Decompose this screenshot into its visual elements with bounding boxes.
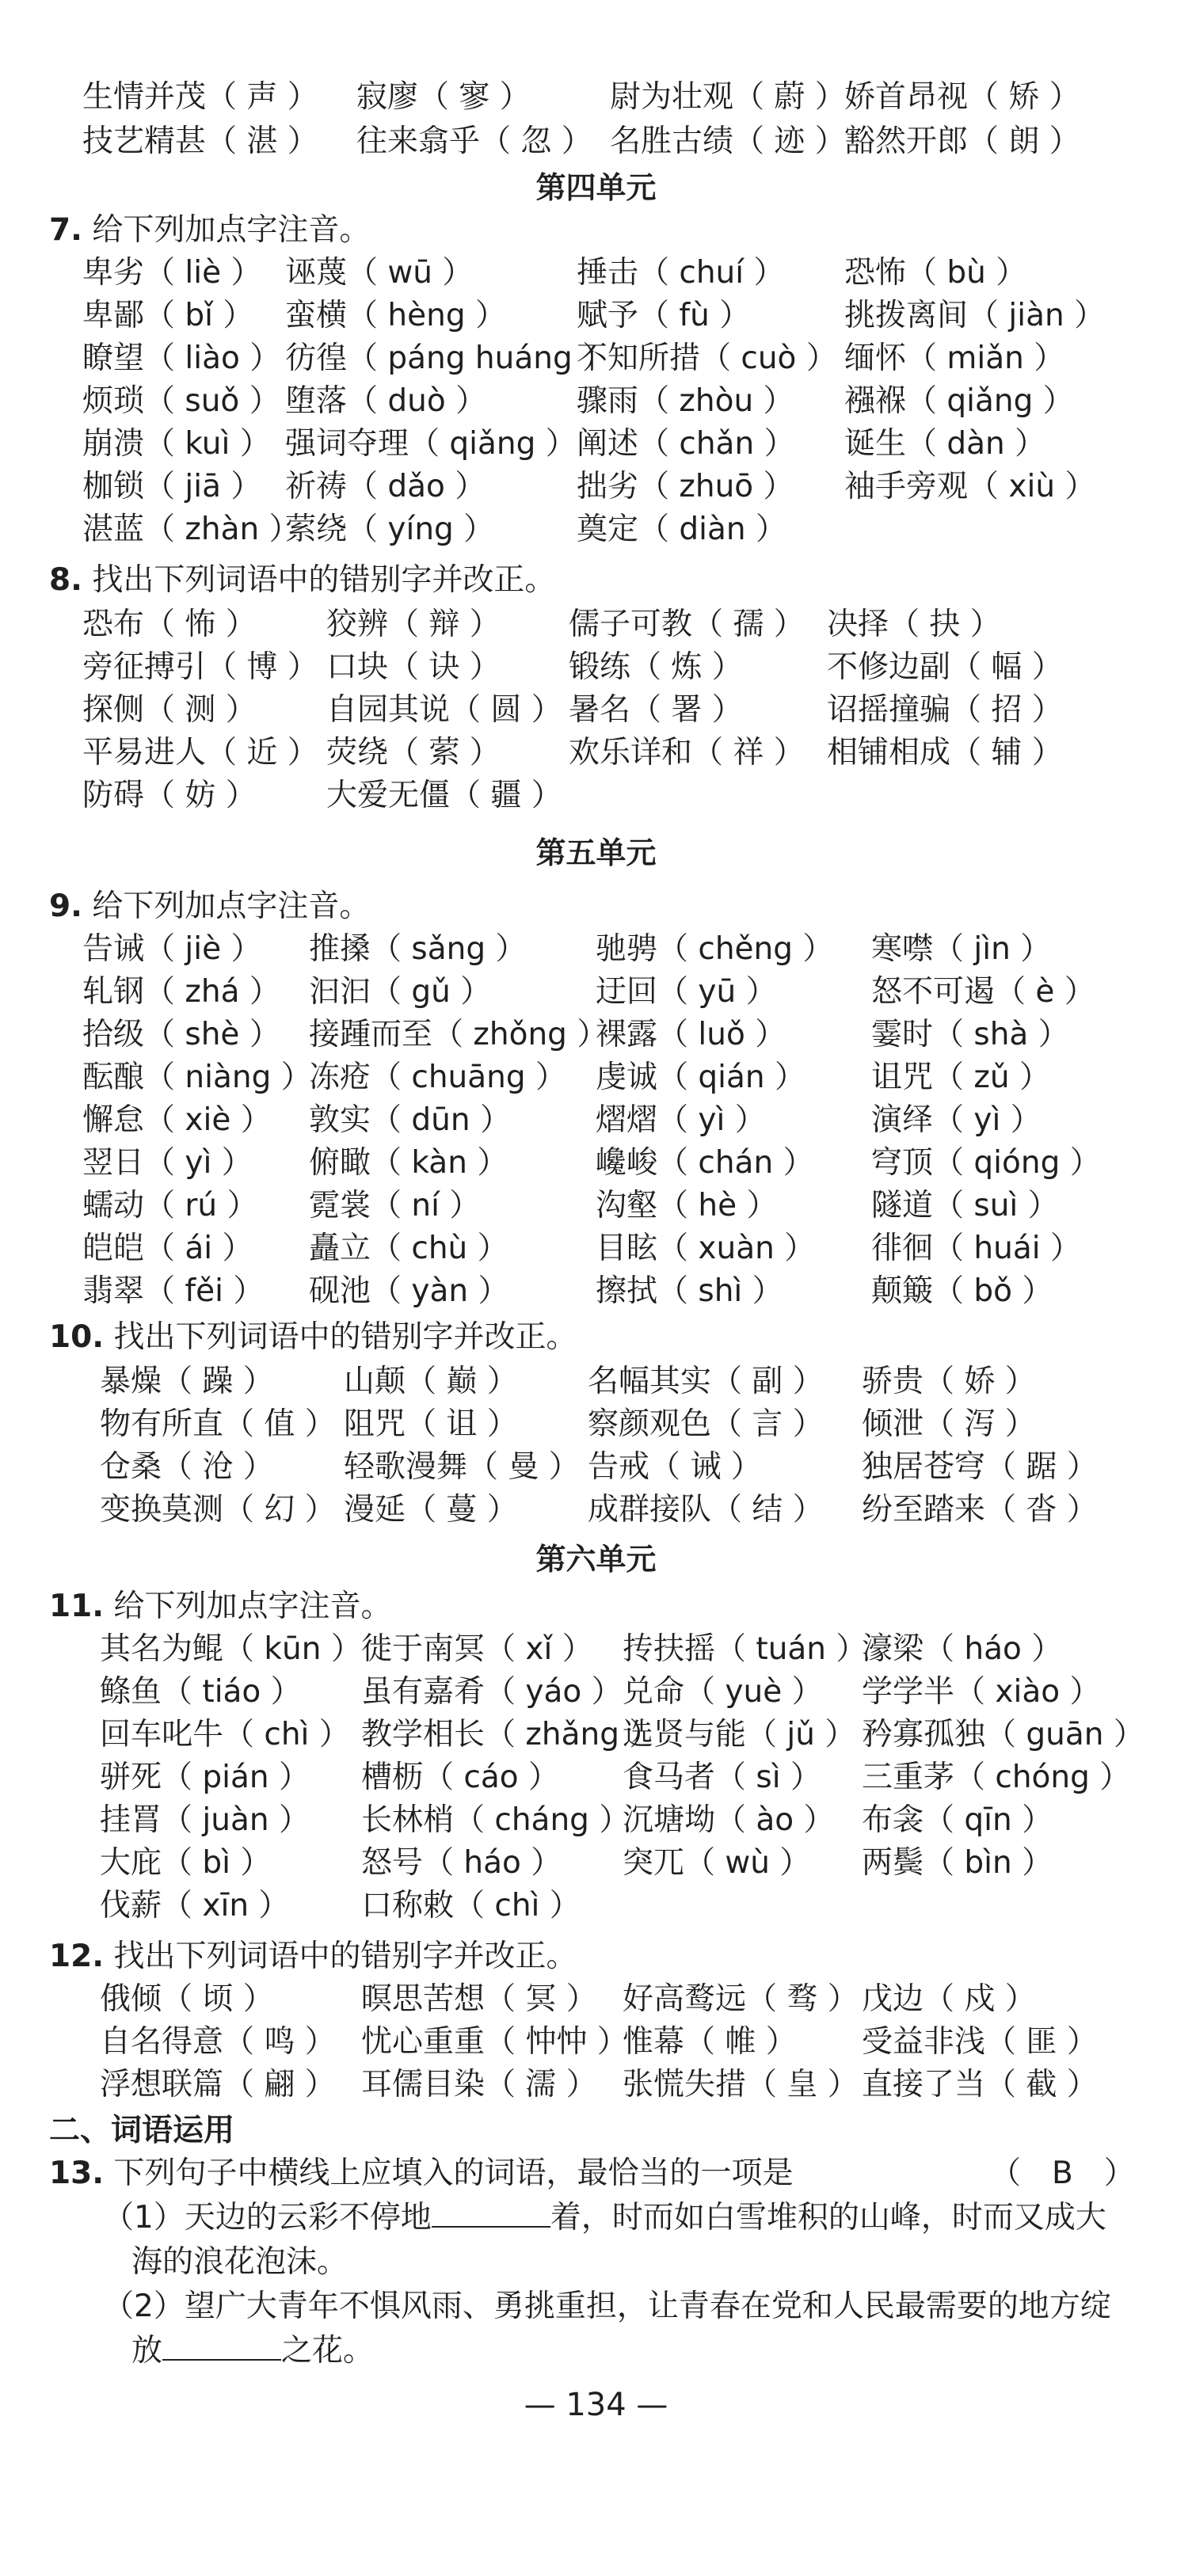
word-item: 槽枥（ cáo ） (361, 1760, 559, 1795)
word-row (0, 732, 1192, 774)
word-row (0, 337, 1192, 380)
word-item: 寒噤（ jìn ） (871, 931, 1052, 967)
word-item: 矜寡孤独（ guān ） (862, 1717, 1144, 1752)
sentence-item (103, 2197, 1106, 2239)
word-item: 恐布（ 怖 ） (82, 607, 257, 642)
question-text: 找出下列词语中的错别字并改正。 (92, 562, 556, 598)
word-item: 拾级（ shè ） (82, 1017, 280, 1052)
word-item: 诏摇撞骗（ 招 ） (827, 692, 1063, 728)
word-item: 骄贵（ 娇 ） (862, 1364, 1036, 1399)
word-item: 怒不可遏（ è ） (871, 974, 1095, 1010)
word-item: 穹顶（ qióng ） (871, 1145, 1101, 1181)
word-item: 强词夺理（ qiǎng ） (285, 426, 577, 462)
word-item: 荧绕（ 萦 ） (326, 735, 501, 771)
word-item: 懈怠（ xiè ） (82, 1102, 272, 1138)
word-item: 暑名（ 署 ） (569, 692, 743, 728)
word-item: 目眩（ xuàn ） (596, 1231, 816, 1266)
word-item: 仓桑（ 沧 ） (100, 1449, 274, 1485)
word-row (0, 2064, 1192, 2106)
word-item: 推搡（ sǎng ） (309, 931, 527, 967)
word-row (0, 2021, 1192, 2064)
word-item: 口块（ 诀 ） (326, 649, 501, 685)
word-row (0, 120, 1192, 163)
sentence-text: （1）天边的云彩不停地 (103, 2200, 432, 2235)
word-item: 挑拨离间（ jiàn ） (844, 298, 1106, 333)
word-item: 轻歌漫舞（ 曼 ） (344, 1449, 580, 1485)
word-item: 擦拭（ shì ） (596, 1273, 783, 1309)
word-item: 长林梢（ cháng ） (361, 1802, 630, 1838)
word-item: 奠定（ diàn ） (577, 512, 787, 547)
word-row (0, 1014, 1192, 1056)
page-number: — 134 — (524, 2387, 668, 2423)
word-item: 儒子可教（ 孺 ） (569, 607, 805, 642)
word-item: 袖手旁观（ xiù ） (844, 469, 1096, 504)
word-item: 山颠（ 巅 ） (344, 1364, 518, 1399)
question-7 (49, 209, 370, 252)
word-item: 蠕动（ rú ） (82, 1188, 258, 1223)
word-item: 濠梁（ háo ） (862, 1631, 1063, 1667)
answer-choice: （ B ） (990, 2156, 1135, 2191)
word-item: 独居苍穹（ 踞 ） (862, 1449, 1098, 1485)
word-row (0, 971, 1192, 1014)
word-item: 卑劣（ liè ） (82, 255, 262, 291)
word-item: 彷徨（ páng huáng ） (285, 341, 614, 376)
word-row (0, 1885, 1192, 1927)
word-item: 察颜观色（ 言 ） (588, 1406, 824, 1442)
word-item: 欢乐详和（ 祥 ） (569, 735, 805, 771)
word-item: 尉为壮观（ 蔚 ） (610, 79, 846, 115)
word-item: 烦琐（ suǒ ） (82, 383, 280, 419)
question-text: 给下列加点字注音。 (113, 1589, 392, 1624)
word-row (0, 1756, 1192, 1799)
sentence-text: 放 (131, 2333, 163, 2369)
word-item: 名幅其实（ 副 ） (588, 1364, 824, 1399)
word-item: 物有所直（ 值 ） (100, 1406, 336, 1442)
word-item: 三重茅（ chóng ） (862, 1760, 1131, 1795)
question-text: 找出下列词语中的错别字并改正。 (113, 1939, 577, 1974)
word-item: 接踵而至（ zhǒng ） (309, 1017, 608, 1052)
word-item: 砚池（ yàn ） (309, 1273, 509, 1309)
unit-heading: 第五单元 (535, 835, 657, 870)
word-item: 挂罥（ juàn ） (100, 1802, 310, 1838)
word-item: 告戒（ 诫 ） (588, 1449, 762, 1485)
word-item: 萦绕（ yíng ） (285, 512, 495, 547)
word-item: 祈祷（ dǎo ） (285, 469, 486, 504)
word-item: 冻疮（ chuāng ） (309, 1060, 567, 1095)
word-row (0, 466, 1192, 508)
word-item: 大爱无僵（ 疆 ） (326, 778, 562, 813)
word-row (0, 1360, 1192, 1403)
word-item: 耳儒目染（ 濡 ） (361, 2067, 597, 2102)
word-item: 探侧（ 测 ） (82, 692, 257, 728)
word-item: 自园其说（ 圆 ） (326, 692, 562, 728)
word-item: 熠熠（ yì ） (596, 1102, 766, 1138)
question-number: 8. (49, 562, 82, 598)
word-item: 名胜古绩（ 迹 ） (610, 124, 846, 159)
question-13 (49, 2152, 794, 2195)
word-item: 寂廖（ 寥 ） (356, 79, 531, 115)
word-item: 狡辨（ 辩 ） (326, 607, 501, 642)
word-row (0, 1185, 1192, 1227)
word-item: 酝酿（ niàng ） (82, 1060, 312, 1095)
word-item: 学学半（ xiào ） (862, 1674, 1101, 1710)
word-row (0, 423, 1192, 466)
word-item: 纷至踏来（ 沓 ） (862, 1492, 1098, 1528)
word-item: 轧钢（ zhá ） (82, 974, 280, 1010)
word-row (0, 1714, 1192, 1756)
word-row (0, 1978, 1192, 2021)
word-item: 徙于南冥（ xǐ ） (361, 1631, 593, 1667)
word-item: 鲦鱼（ tiáo ） (100, 1674, 302, 1710)
word-row (0, 508, 1192, 551)
word-item: 阐述（ chǎn ） (577, 426, 795, 462)
question-number: 11. (49, 1589, 105, 1624)
word-item: 戊边（ 戍 ） (862, 1981, 1036, 2017)
question-10 (49, 1316, 577, 1359)
word-row (0, 928, 1192, 971)
word-item: 突兀（ wù ） (623, 1845, 811, 1881)
sentence-text: 之花。 (281, 2333, 375, 2369)
word-item: 浮想联篇（ 翩 ） (100, 2067, 336, 2102)
word-item: 巉峻（ chán ） (596, 1145, 814, 1181)
word-row (0, 603, 1192, 646)
word-item: 汩汩（ gǔ ） (309, 974, 492, 1010)
word-row (0, 1403, 1192, 1446)
word-row (0, 1489, 1192, 1532)
word-item: 赋予（ fù ） (577, 298, 751, 333)
question-number: 12. (49, 1939, 105, 1974)
word-item: 瞭望（ liào ） (82, 341, 281, 376)
question-11 (49, 1585, 392, 1628)
word-item: 告诫（ jiè ） (82, 931, 262, 967)
word-item: 决择（ 抉 ） (827, 607, 1001, 642)
word-item: 暝思苦想（ 冥 ） (361, 1981, 597, 2017)
word-item: 沟壑（ hè ） (596, 1188, 778, 1223)
word-item: 枷锁（ jiā ） (82, 469, 262, 504)
word-item: 虽有嘉肴（ yáo ） (361, 1674, 623, 1710)
word-item: 忧心重重（ 忡忡 ） (361, 2024, 628, 2060)
word-item: 旁征搏引（ 博 ） (82, 649, 318, 685)
word-row (0, 252, 1192, 295)
question-9 (49, 885, 370, 928)
word-row (0, 774, 1192, 817)
fill-blank (432, 2199, 550, 2228)
word-item: 技艺精甚（ 湛 ） (82, 124, 318, 159)
word-item: 霓裳（ ní ） (309, 1188, 481, 1223)
word-item: 相铺相成（ 辅 ） (827, 735, 1063, 771)
sentence-continuation: 海的浪花泡沫。 (131, 2244, 348, 2280)
section-title: 二、词语运用 (49, 2113, 235, 2148)
word-item: 敦实（ dūn ） (309, 1102, 511, 1138)
word-row (0, 295, 1192, 337)
word-item: 缅怀（ miǎn ） (844, 341, 1065, 376)
word-item: 选贤与能（ jǔ ） (623, 1717, 856, 1752)
word-item: 伐薪（ xīn ） (100, 1888, 290, 1923)
question-number: 9. (49, 888, 82, 924)
word-item: 生情并茂（ 声 ） (82, 79, 318, 115)
sentence-text: 着，时而如白雪堆积的山峰，时而又成大 (550, 2200, 1106, 2235)
word-row (0, 1270, 1192, 1313)
question-number: 13. (49, 2156, 105, 2191)
word-row (0, 1142, 1192, 1185)
word-item: 好高鹜远（ 骛 ） (623, 1981, 859, 2017)
word-item: 布衾（ qīn ） (862, 1802, 1053, 1838)
word-item: 诬蔑（ wū ） (285, 255, 474, 291)
word-item: 防碍（ 妨 ） (82, 778, 257, 813)
word-item: 暴燥（ 躁 ） (100, 1364, 274, 1399)
word-row (0, 1842, 1192, 1885)
word-row (0, 1056, 1192, 1099)
word-item: 诞生（ dàn ） (844, 426, 1046, 462)
word-item: 徘徊（ huái ） (871, 1231, 1081, 1266)
word-item: 豁然开郎（ 朗 ） (844, 124, 1080, 159)
word-item: 霎时（ shà ） (871, 1017, 1069, 1052)
word-item: 受益非浅（ 匪 ） (862, 2024, 1098, 2060)
word-row (0, 646, 1192, 689)
word-item: 俯瞰（ kàn ） (309, 1145, 508, 1181)
word-item: 其名为鲲（ kūn ） (100, 1631, 362, 1667)
fill-blank (162, 2332, 281, 2361)
word-item: 崩溃（ kuì ） (82, 426, 271, 462)
question-text: 找出下列词语中的错别字并改正。 (113, 1319, 577, 1355)
question-text: 下列句子中横线上应填入的词语，最恰当的一项是 (113, 2156, 794, 2191)
question-12 (49, 1935, 577, 1978)
word-item: 食马者（ sì ） (623, 1760, 821, 1795)
word-item: 变换莫测（ 幻 ） (100, 1492, 336, 1528)
word-item: 骈死（ pián ） (100, 1760, 310, 1795)
word-item: 娇首昂视（ 矫 ） (844, 79, 1080, 115)
word-item: 成群接队（ 结 ） (588, 1492, 824, 1528)
sentence-continuation (131, 2330, 374, 2372)
word-item: 兑命（ yuè ） (623, 1674, 823, 1710)
word-item: 漫延（ 蔓 ） (344, 1492, 518, 1528)
word-row (0, 1446, 1192, 1489)
word-item: 骤雨（ zhòu ） (577, 383, 794, 419)
word-item: 倾泄（ 泻 ） (862, 1406, 1036, 1442)
word-row (0, 380, 1192, 423)
word-row (0, 1799, 1192, 1842)
sentence-item (103, 2285, 1111, 2328)
word-row (0, 1099, 1192, 1142)
word-item: 不修边副（ 幅 ） (827, 649, 1063, 685)
word-item: 抟扶摇（ tuán ） (623, 1631, 867, 1667)
word-item: 堕落（ duò ） (285, 383, 487, 419)
word-item: 颠簸（ bǒ ） (871, 1273, 1053, 1309)
word-item: 捶击（ chuí ） (577, 255, 785, 291)
unit-heading: 第六单元 (535, 1542, 657, 1577)
word-row (0, 1227, 1192, 1270)
word-item: 矗立（ chù ） (309, 1231, 508, 1266)
word-item: 口称敕（ chì ） (361, 1888, 581, 1923)
word-item: 不知所措（ cuò ） (577, 341, 837, 376)
sentence-text: （2）望广大青年不惧风雨、勇挑重担，让青春在党和人民最需要的地方绽 (103, 2289, 1111, 2324)
word-item: 皑皑（ ái ） (82, 1231, 253, 1266)
word-item: 回车叱牛（ chì ） (100, 1717, 350, 1752)
word-item: 演绎（ yì ） (871, 1102, 1042, 1138)
word-row (0, 76, 1192, 119)
question-number: 10. (49, 1319, 105, 1355)
question-text: 给下列加点字注音。 (92, 888, 371, 924)
question-text: 给下列加点字注音。 (92, 212, 371, 248)
word-item: 阻咒（ 诅 ） (344, 1406, 518, 1442)
word-row (0, 1628, 1192, 1671)
word-item: 沉塘坳（ ào ） (623, 1802, 835, 1838)
question-number: 7. (49, 212, 82, 248)
word-item: 俄倾（ 顷 ） (100, 1981, 274, 2017)
word-item: 怒号（ háo ） (361, 1845, 562, 1881)
word-item: 卑鄙（ bǐ ） (82, 298, 254, 333)
word-item: 拙劣（ zhuō ） (577, 469, 794, 504)
word-item: 迂回（ yū ） (596, 974, 777, 1010)
word-item: 往来翕乎（ 忽 ） (356, 124, 592, 159)
word-item: 驰骋（ chěng ） (596, 931, 834, 967)
question-8 (49, 559, 555, 602)
word-item: 两鬓（ bìn ） (862, 1845, 1053, 1881)
word-item: 大庇（ bì ） (100, 1845, 272, 1881)
word-item: 平易进人（ 近 ） (82, 735, 318, 771)
word-item: 翡翠（ fěi ） (82, 1273, 265, 1309)
word-item: 襁褓（ qiǎng ） (844, 383, 1074, 419)
unit-heading: 第四单元 (535, 170, 657, 205)
word-row (0, 1671, 1192, 1714)
word-row (0, 689, 1192, 732)
word-item: 虔诚（ qián ） (596, 1060, 806, 1095)
word-item: 蛮横（ hèng ） (285, 298, 506, 333)
word-item: 自名得意（ 鸣 ） (100, 2024, 336, 2060)
word-item: 教学相长（ zhǎng ） (361, 1717, 661, 1752)
word-item: 惟幕（ 帷 ） (623, 2024, 797, 2060)
word-item: 湛蓝（ zhàn ） (82, 512, 300, 547)
word-item: 恐怖（ bù ） (844, 255, 1027, 291)
word-item: 翌日（ yì ） (82, 1145, 253, 1181)
word-item: 张慌失措（ 皇 ） (623, 2067, 859, 2102)
word-item: 诅咒（ zǔ ） (871, 1060, 1050, 1095)
word-item: 锻练（ 炼 ） (569, 649, 743, 685)
word-item: 裸露（ luǒ ） (596, 1017, 786, 1052)
word-item: 隧道（ suì ） (871, 1188, 1059, 1223)
word-item: 直接了当（ 截 ） (862, 2067, 1098, 2102)
